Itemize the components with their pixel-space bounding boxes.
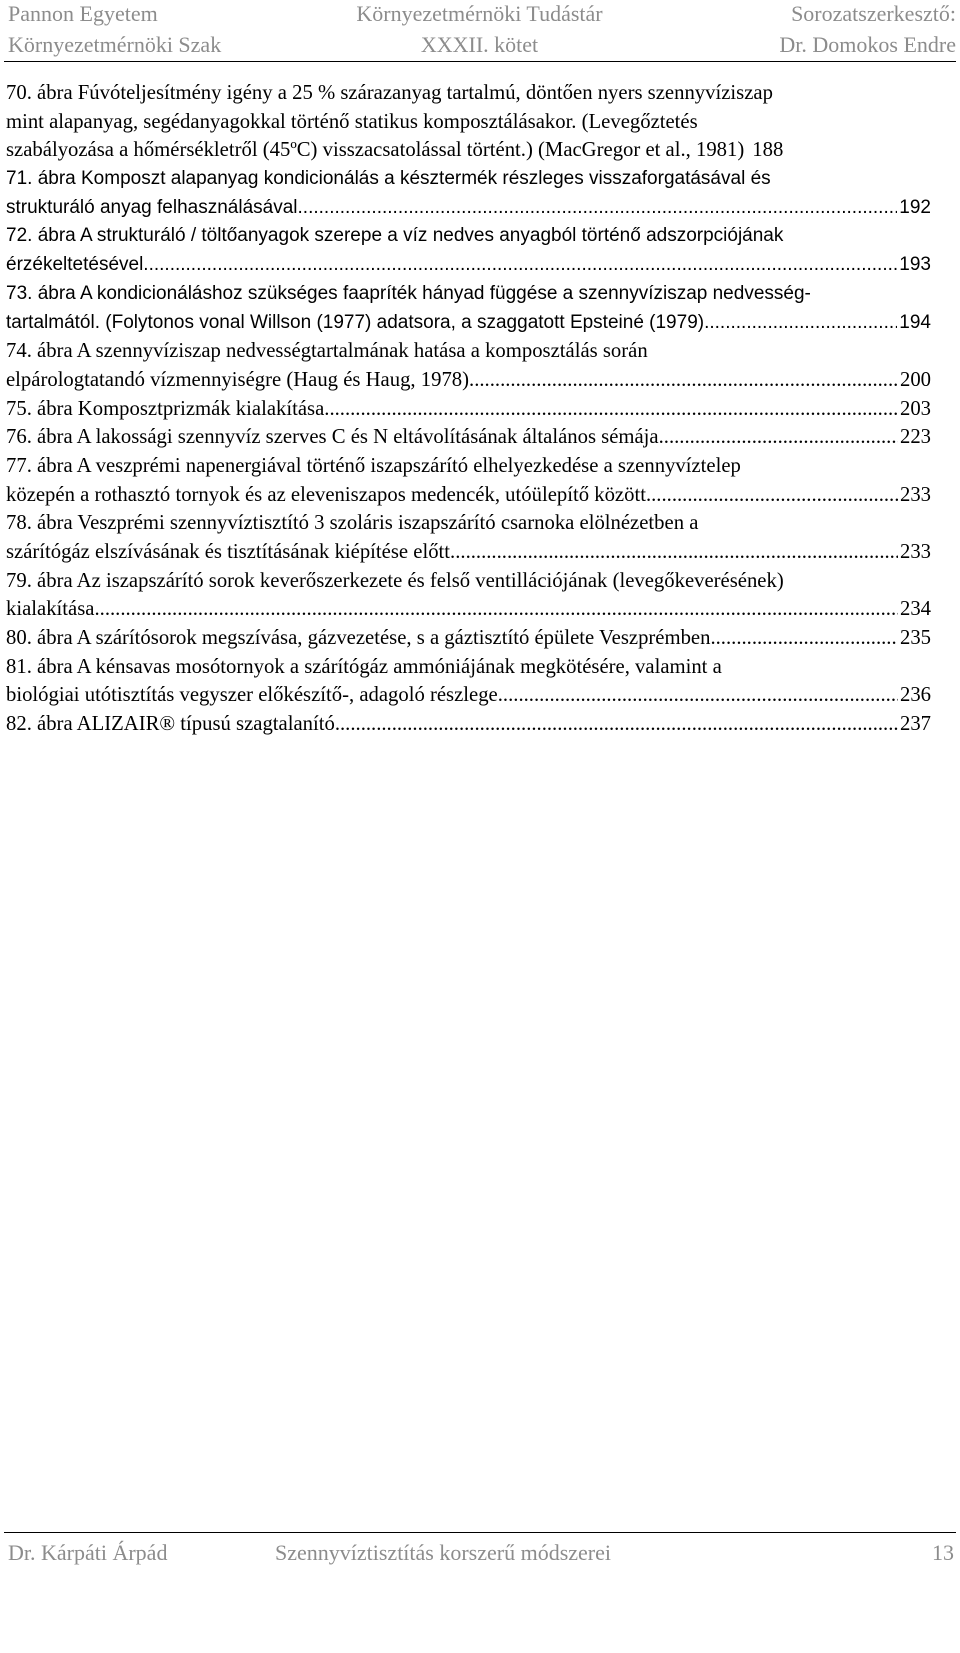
toc-entry-last-line <box>6 136 931 165</box>
toc-page-number: 200 <box>899 368 931 391</box>
toc-leader-dots <box>143 251 897 280</box>
toc-page-number: 233 <box>899 483 931 506</box>
footer-author: Dr. Kárpáti Árpád <box>8 1540 168 1565</box>
toc-entry-line: 73. ábra A kondicionáláshoz szükséges faapríték hányad függése a szennyvíziszap nedvesség- <box>6 282 811 304</box>
toc-entry-last-line <box>6 423 931 452</box>
toc-entry[interactable] <box>6 280 958 337</box>
toc-entry-text: biológiai utótisztítás vegyszer előkészítő-, adagoló részlege <box>6 684 498 707</box>
toc-leader-dots <box>335 710 898 739</box>
toc-entry-text: elpárologtatandó vízmennyiségre (Haug és Haug, 1978) <box>6 368 470 391</box>
toc-entry-last-line <box>6 481 931 510</box>
toc-entry-line: 78. ábra Veszprémi szennyvíztisztító 3 szoláris iszapszárító csarnoka elölnézetben a <box>6 512 699 535</box>
toc-leader-dots <box>498 681 898 710</box>
toc-entry-last-line <box>6 538 931 567</box>
header-center <box>342 0 617 60</box>
toc-entry-text: közepén a rothasztó tornyok és az eleveniszapos medencék, utóülepítő között <box>6 483 646 506</box>
toc-entry-text: 82. ábra ALIZAIR® típusú szagtalanító <box>6 713 335 736</box>
footer-title: Szennyvíztisztítás korszerű módszerei <box>275 1540 612 1565</box>
toc-entry[interactable] <box>6 567 958 624</box>
toc-entry-text: tartalmától. (Folytonos vonal Willson (1977) adatsora, a szaggatott Epsteiné (1979) <box>6 311 705 333</box>
toc-entry-last-line <box>6 251 931 280</box>
toc-page-number: 237 <box>899 713 931 736</box>
toc-leader-dots <box>646 481 898 510</box>
toc-entry[interactable] <box>6 222 958 279</box>
toc-leader-dots <box>298 194 898 223</box>
header-series: Környezetmérnöki Tudástár <box>356 1 603 26</box>
toc-entry-last-line <box>6 595 931 624</box>
header-left <box>8 0 221 60</box>
toc-leader-dots <box>469 366 898 395</box>
toc-page-number: 203 <box>899 397 931 420</box>
toc-entry[interactable] <box>6 452 958 509</box>
toc-entry[interactable] <box>6 423 958 452</box>
toc-entry-line: 79. ábra Az iszapszárító sorok keverőszerkezete és felső ventillációjának (levegőkeverésének) <box>6 569 784 592</box>
toc-leader-dots <box>710 624 898 653</box>
toc-entry-text: strukturáló anyag felhasználásával <box>6 196 298 218</box>
header-editor-name: Dr. Domokos Endre <box>779 32 956 57</box>
toc-entry-line: mint alapanyag, segédanyagokkal történő statikus komposztálásakor. (Levegőztetés <box>6 110 698 133</box>
header-university: Pannon Egyetem <box>8 1 158 26</box>
toc-entry-last-line <box>6 710 931 739</box>
toc-page-number: 233 <box>899 541 931 563</box>
toc-entry-text: szárítógáz elszívásának és tisztításának kiépítése előtt <box>6 541 451 563</box>
toc-entry[interactable] <box>6 337 958 394</box>
toc-entry-last-line <box>6 624 931 653</box>
toc-leader-dots <box>94 595 898 624</box>
toc-entry[interactable] <box>6 79 958 165</box>
toc-page-number: 235 <box>899 627 931 650</box>
toc-page-number: 236 <box>899 684 931 707</box>
header-department: Környezetmérnöki Szak <box>8 32 222 57</box>
toc-entry-line: 72. ábra A strukturáló / töltőanyagok szerepe a víz nedves anyagból történő adszorpciójának <box>6 225 784 247</box>
toc-leader-dots <box>450 538 898 567</box>
toc-entry[interactable] <box>6 653 958 710</box>
toc-entry-line: 81. ábra A kénsavas mosótornyok a szárítógáz ammóniájának megkötésére, valamint a <box>6 655 722 678</box>
toc-page-number: 194 <box>899 311 931 333</box>
toc-entry-last-line <box>6 309 931 338</box>
toc-entry[interactable] <box>6 624 958 653</box>
toc-leader-dots <box>704 309 897 338</box>
toc-entry-text: szabályozása a hőmérsékletről (45ºC) visszacsatolással történt.) (MacGregor et al., 1981) <box>6 139 745 162</box>
toc-entry-text: 76. ábra A lakossági szennyvíz szerves C és N eltávolításának általános sémája <box>6 426 659 449</box>
toc-entry-line: 77. ábra A veszprémi napenergiával történő iszapszárító elhelyezkedése a szennyvíztelep <box>6 454 741 477</box>
toc-entry[interactable] <box>6 165 958 222</box>
toc-entry-text: érzékeltetésével <box>6 254 144 276</box>
toc-entry-text: 80. ábra A szárítósorok megszívása, gázvezetése, s a gáztisztító épülete Veszprémben <box>6 627 711 650</box>
toc-entry[interactable] <box>6 395 958 424</box>
toc-page-number: 193 <box>899 254 931 276</box>
toc-entry[interactable] <box>6 710 958 739</box>
toc-entry-line: 71. ábra Komposzt alapanyag kondicionálás a késztermék részleges visszaforgatásával és <box>6 168 771 190</box>
page-number: 13 <box>932 1540 954 1565</box>
toc-entry-text: 75. ábra Komposztprizmák kialakítása <box>6 397 325 420</box>
toc-entry-last-line <box>6 366 931 395</box>
toc-leader-dots <box>324 395 898 424</box>
header-editor-label: Sorozatszerkesztő: <box>791 1 956 26</box>
page-header <box>0 0 960 60</box>
toc-entry-last-line <box>6 681 931 710</box>
list-of-figures <box>6 79 958 739</box>
header-divider <box>4 61 956 62</box>
footer-divider <box>4 1532 956 1533</box>
toc-page-number: 188 <box>752 139 784 162</box>
toc-page-number: 192 <box>899 196 931 218</box>
header-right <box>779 0 956 60</box>
toc-entry[interactable] <box>6 509 958 566</box>
toc-page-number: 234 <box>899 598 931 621</box>
toc-page-number: 223 <box>899 426 931 449</box>
toc-entry-text: kialakítása <box>6 598 95 621</box>
header-volume: XXXII. kötet <box>420 32 539 57</box>
toc-entry-line: 74. ábra A szennyvíziszap nedvességtartalmának hatása a komposztálás során <box>6 340 648 363</box>
toc-entry-last-line <box>6 395 931 424</box>
page-footer <box>0 1532 960 1572</box>
toc-leader-dots <box>659 423 898 452</box>
toc-entry-last-line <box>6 194 931 223</box>
toc-entry-line: 70. ábra Fúvóteljesítmény igény a 25 % szárazanyag tartalmú, döntően nyers szennyvíziszap <box>6 82 773 104</box>
